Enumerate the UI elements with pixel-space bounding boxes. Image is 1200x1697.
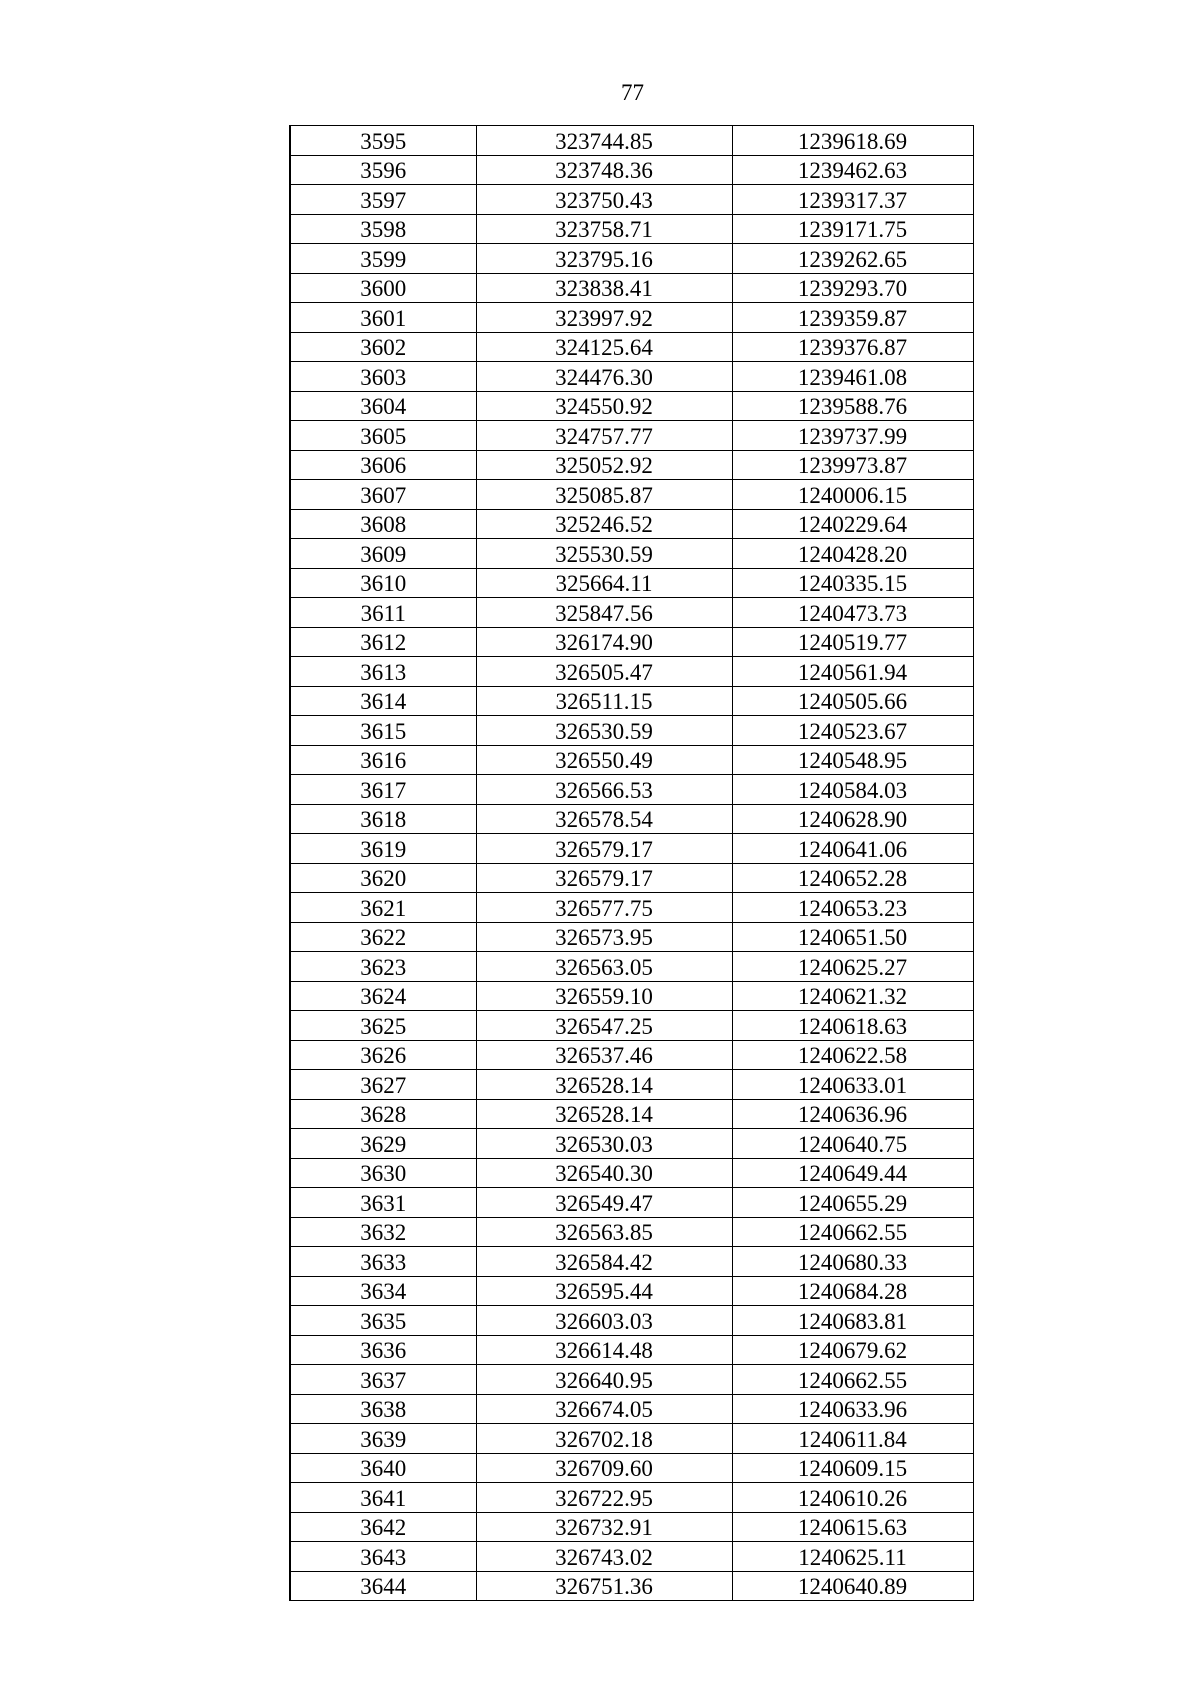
x-coordinate-cell: 326578.54 [476, 804, 732, 834]
y-coordinate-cell: 1240655.29 [732, 1188, 973, 1218]
point-number-cell: 3628 [290, 1099, 476, 1129]
x-coordinate-cell: 325246.52 [476, 509, 732, 539]
y-coordinate-cell: 1240611.84 [732, 1424, 973, 1454]
table-row [290, 155, 973, 185]
point-number-cell: 3607 [290, 480, 476, 510]
x-coordinate-cell: 326579.17 [476, 863, 732, 893]
x-coordinate-cell: 326550.49 [476, 745, 732, 775]
x-coordinate-cell: 323750.43 [476, 185, 732, 215]
table-row [290, 1217, 973, 1247]
table-row [290, 185, 973, 215]
y-coordinate-cell: 1240561.94 [732, 657, 973, 687]
y-coordinate-cell: 1240229.64 [732, 509, 973, 539]
table-row [290, 480, 973, 510]
point-number-cell: 3610 [290, 568, 476, 598]
point-number-cell: 3597 [290, 185, 476, 215]
x-coordinate-cell: 326722.95 [476, 1483, 732, 1513]
point-number-cell: 3623 [290, 952, 476, 982]
y-coordinate-cell: 1239461.08 [732, 362, 973, 392]
point-number-cell: 3611 [290, 598, 476, 628]
table-row [290, 627, 973, 657]
y-coordinate-cell: 1240473.73 [732, 598, 973, 628]
y-coordinate-cell: 1240636.96 [732, 1099, 973, 1129]
point-number-cell: 3618 [290, 804, 476, 834]
y-coordinate-cell: 1240653.23 [732, 893, 973, 923]
y-coordinate-cell: 1239171.75 [732, 214, 973, 244]
point-number-cell: 3617 [290, 775, 476, 805]
table-row [290, 568, 973, 598]
table-row [290, 1394, 973, 1424]
table-row [290, 1099, 973, 1129]
y-coordinate-cell: 1239376.87 [732, 332, 973, 362]
table-row [290, 244, 973, 274]
point-number-cell: 3615 [290, 716, 476, 746]
table-row [290, 1129, 973, 1159]
point-number-cell: 3630 [290, 1158, 476, 1188]
table-row [290, 421, 973, 451]
table-row [290, 1011, 973, 1041]
table-row [290, 1070, 973, 1100]
table-row [290, 391, 973, 421]
y-coordinate-cell: 1240652.28 [732, 863, 973, 893]
x-coordinate-cell: 325664.11 [476, 568, 732, 598]
x-coordinate-cell: 323748.36 [476, 155, 732, 185]
table-row [290, 303, 973, 333]
x-coordinate-cell: 326559.10 [476, 981, 732, 1011]
table-row [290, 1158, 973, 1188]
y-coordinate-cell: 1240618.63 [732, 1011, 973, 1041]
point-number-cell: 3620 [290, 863, 476, 893]
x-coordinate-cell: 326511.15 [476, 686, 732, 716]
point-number-cell: 3629 [290, 1129, 476, 1159]
table-row [290, 1247, 973, 1277]
point-number-cell: 3635 [290, 1306, 476, 1336]
table-row [290, 1306, 973, 1336]
table-row [290, 214, 973, 244]
x-coordinate-cell: 326702.18 [476, 1424, 732, 1454]
y-coordinate-cell: 1239737.99 [732, 421, 973, 451]
x-coordinate-cell: 326614.48 [476, 1335, 732, 1365]
point-number-cell: 3599 [290, 244, 476, 274]
y-coordinate-cell: 1240610.26 [732, 1483, 973, 1513]
point-number-cell: 3632 [290, 1217, 476, 1247]
point-number-cell: 3638 [290, 1394, 476, 1424]
table-row [290, 1040, 973, 1070]
y-coordinate-cell: 1240548.95 [732, 745, 973, 775]
point-number-cell: 3643 [290, 1542, 476, 1572]
table-row [290, 834, 973, 864]
x-coordinate-cell: 326573.95 [476, 922, 732, 952]
table-row [290, 1424, 973, 1454]
x-coordinate-cell: 326584.42 [476, 1247, 732, 1277]
y-coordinate-cell: 1240615.63 [732, 1512, 973, 1542]
y-coordinate-cell: 1240584.03 [732, 775, 973, 805]
x-coordinate-cell: 326528.14 [476, 1099, 732, 1129]
x-coordinate-cell: 326549.47 [476, 1188, 732, 1218]
point-number-cell: 3631 [290, 1188, 476, 1218]
x-coordinate-cell: 326540.30 [476, 1158, 732, 1188]
y-coordinate-cell: 1240679.62 [732, 1335, 973, 1365]
y-coordinate-cell: 1240662.55 [732, 1365, 973, 1395]
point-number-cell: 3603 [290, 362, 476, 392]
point-number-cell: 3595 [290, 126, 476, 156]
table-row [290, 273, 973, 303]
x-coordinate-cell: 325847.56 [476, 598, 732, 628]
point-number-cell: 3626 [290, 1040, 476, 1070]
table-row [290, 893, 973, 923]
point-number-cell: 3622 [290, 922, 476, 952]
point-number-cell: 3606 [290, 450, 476, 480]
x-coordinate-cell: 326563.85 [476, 1217, 732, 1247]
y-coordinate-cell: 1239359.87 [732, 303, 973, 333]
x-coordinate-cell: 323838.41 [476, 273, 732, 303]
table-row [290, 126, 973, 156]
y-coordinate-cell: 1240006.15 [732, 480, 973, 510]
table-row [290, 952, 973, 982]
point-number-cell: 3601 [290, 303, 476, 333]
x-coordinate-cell: 326674.05 [476, 1394, 732, 1424]
point-number-cell: 3598 [290, 214, 476, 244]
y-coordinate-cell: 1240684.28 [732, 1276, 973, 1306]
x-coordinate-cell: 326563.05 [476, 952, 732, 982]
y-coordinate-cell: 1240335.15 [732, 568, 973, 598]
x-coordinate-cell: 326732.91 [476, 1512, 732, 1542]
point-number-cell: 3608 [290, 509, 476, 539]
y-coordinate-cell: 1240640.89 [732, 1571, 973, 1601]
table-row [290, 1483, 973, 1513]
table-row [290, 1276, 973, 1306]
x-coordinate-cell: 326530.59 [476, 716, 732, 746]
x-coordinate-cell: 326566.53 [476, 775, 732, 805]
point-number-cell: 3614 [290, 686, 476, 716]
table-row [290, 1188, 973, 1218]
y-coordinate-cell: 1240683.81 [732, 1306, 973, 1336]
y-coordinate-cell: 1240622.58 [732, 1040, 973, 1070]
x-coordinate-cell: 324757.77 [476, 421, 732, 451]
point-number-cell: 3596 [290, 155, 476, 185]
table-row [290, 686, 973, 716]
table-row [290, 598, 973, 628]
x-coordinate-cell: 324550.92 [476, 391, 732, 421]
y-coordinate-cell: 1239262.65 [732, 244, 973, 274]
y-coordinate-cell: 1240662.55 [732, 1217, 973, 1247]
point-number-cell: 3636 [290, 1335, 476, 1365]
y-coordinate-cell: 1240651.50 [732, 922, 973, 952]
x-coordinate-cell: 323758.71 [476, 214, 732, 244]
point-number-cell: 3640 [290, 1453, 476, 1483]
point-number-cell: 3624 [290, 981, 476, 1011]
y-coordinate-cell: 1239293.70 [732, 273, 973, 303]
table-row [290, 1512, 973, 1542]
point-number-cell: 3634 [290, 1276, 476, 1306]
x-coordinate-cell: 323795.16 [476, 244, 732, 274]
x-coordinate-cell: 326751.36 [476, 1571, 732, 1601]
x-coordinate-cell: 325530.59 [476, 539, 732, 569]
coordinates-table [289, 125, 974, 1601]
table-row [290, 716, 973, 746]
point-number-cell: 3609 [290, 539, 476, 569]
y-coordinate-cell: 1240609.15 [732, 1453, 973, 1483]
y-coordinate-cell: 1240649.44 [732, 1158, 973, 1188]
y-coordinate-cell: 1240641.06 [732, 834, 973, 864]
y-coordinate-cell: 1240523.67 [732, 716, 973, 746]
point-number-cell: 3613 [290, 657, 476, 687]
table-row [290, 1335, 973, 1365]
x-coordinate-cell: 326743.02 [476, 1542, 732, 1572]
y-coordinate-cell: 1240505.66 [732, 686, 973, 716]
y-coordinate-cell: 1239317.37 [732, 185, 973, 215]
table-row [290, 1453, 973, 1483]
point-number-cell: 3642 [290, 1512, 476, 1542]
x-coordinate-cell: 326547.25 [476, 1011, 732, 1041]
point-number-cell: 3621 [290, 893, 476, 923]
y-coordinate-cell: 1240625.11 [732, 1542, 973, 1572]
y-coordinate-cell: 1239462.63 [732, 155, 973, 185]
table-row [290, 1571, 973, 1601]
x-coordinate-cell: 326577.75 [476, 893, 732, 923]
point-number-cell: 3644 [290, 1571, 476, 1601]
point-number-cell: 3605 [290, 421, 476, 451]
table-row [290, 362, 973, 392]
x-coordinate-cell: 326528.14 [476, 1070, 732, 1100]
table-row [290, 539, 973, 569]
x-coordinate-cell: 326505.47 [476, 657, 732, 687]
table-row [290, 981, 973, 1011]
y-coordinate-cell: 1240628.90 [732, 804, 973, 834]
table-row [290, 804, 973, 834]
x-coordinate-cell: 326640.95 [476, 1365, 732, 1395]
x-coordinate-cell: 325085.87 [476, 480, 732, 510]
y-coordinate-cell: 1239588.76 [732, 391, 973, 421]
x-coordinate-cell: 324125.64 [476, 332, 732, 362]
y-coordinate-cell: 1240428.20 [732, 539, 973, 569]
page-number: 77 [621, 80, 644, 105]
point-number-cell: 3641 [290, 1483, 476, 1513]
table-row [290, 863, 973, 893]
table-row [290, 332, 973, 362]
point-number-cell: 3600 [290, 273, 476, 303]
y-coordinate-cell: 1240640.75 [732, 1129, 973, 1159]
point-number-cell: 3602 [290, 332, 476, 362]
y-coordinate-cell: 1240621.32 [732, 981, 973, 1011]
table-row [290, 922, 973, 952]
y-coordinate-cell: 1239618.69 [732, 126, 973, 156]
x-coordinate-cell: 323997.92 [476, 303, 732, 333]
point-number-cell: 3616 [290, 745, 476, 775]
y-coordinate-cell: 1239973.87 [732, 450, 973, 480]
x-coordinate-cell: 326537.46 [476, 1040, 732, 1070]
x-coordinate-cell: 326603.03 [476, 1306, 732, 1336]
table-row [290, 509, 973, 539]
y-coordinate-cell: 1240625.27 [732, 952, 973, 982]
table-row [290, 450, 973, 480]
table-row [290, 745, 973, 775]
table-row [290, 657, 973, 687]
x-coordinate-cell: 326709.60 [476, 1453, 732, 1483]
x-coordinate-cell: 326595.44 [476, 1276, 732, 1306]
table-row [290, 1542, 973, 1572]
point-number-cell: 3604 [290, 391, 476, 421]
point-number-cell: 3637 [290, 1365, 476, 1395]
x-coordinate-cell: 326579.17 [476, 834, 732, 864]
x-coordinate-cell: 326530.03 [476, 1129, 732, 1159]
table-row [290, 775, 973, 805]
point-number-cell: 3625 [290, 1011, 476, 1041]
coordinates-table-body [290, 126, 973, 1601]
point-number-cell: 3612 [290, 627, 476, 657]
point-number-cell: 3627 [290, 1070, 476, 1100]
table-row [290, 1365, 973, 1395]
y-coordinate-cell: 1240633.96 [732, 1394, 973, 1424]
x-coordinate-cell: 323744.85 [476, 126, 732, 156]
point-number-cell: 3639 [290, 1424, 476, 1454]
point-number-cell: 3633 [290, 1247, 476, 1277]
x-coordinate-cell: 326174.90 [476, 627, 732, 657]
y-coordinate-cell: 1240519.77 [732, 627, 973, 657]
x-coordinate-cell: 324476.30 [476, 362, 732, 392]
x-coordinate-cell: 325052.92 [476, 450, 732, 480]
y-coordinate-cell: 1240633.01 [732, 1070, 973, 1100]
point-number-cell: 3619 [290, 834, 476, 864]
y-coordinate-cell: 1240680.33 [732, 1247, 973, 1277]
